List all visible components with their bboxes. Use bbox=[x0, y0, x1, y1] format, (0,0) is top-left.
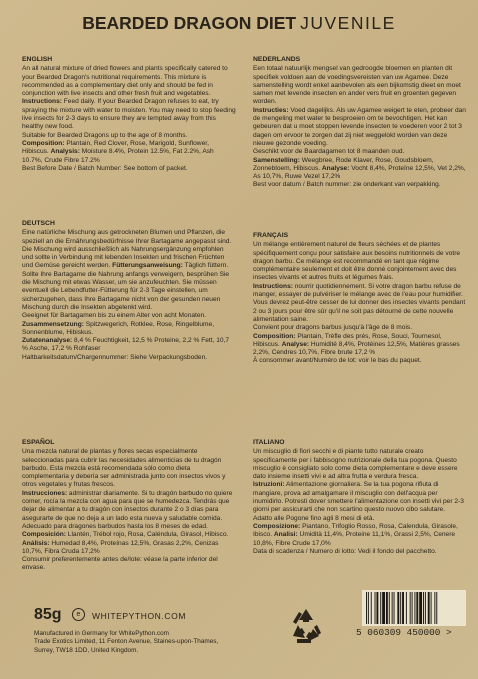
batch-text: À consommer avant/Numéro de lot: voir le bas du paquet. bbox=[253, 357, 422, 365]
suitable-text: Convient pour dragons barbus jusqu'à l'âge de 8 mois. bbox=[253, 324, 413, 332]
analysis-text: Humedad 8,4%, Proteínas 12,5%, Grasas 2,2%, Cenizas 10,7%, Fibra Cruda 17,2% bbox=[22, 539, 219, 555]
instructions-text: nourrir quotidiennement. Si votre dragon barbu refuse de manger, essayer de pulvériser le mélange avec de l'eau pour humidifier. Vous devrez peut-être cesser de lui donner des insectes vivants pendant 2 ou 3 jours pour être sûr qu'il ne soit pas détourné de cette nouvelle alimentation saine. bbox=[253, 282, 466, 323]
instructions-label: Instructions: bbox=[22, 98, 62, 106]
instructions-label: Instrucciones: bbox=[22, 489, 68, 497]
suitable-text: Adecuado para dragones barbudos hasta los 8 meses de edad. bbox=[22, 522, 208, 530]
suitable-text: Geschikt voor de Baardagamen tot 8 maanden oud. bbox=[253, 148, 405, 156]
title-light: JUVENILE bbox=[300, 13, 396, 33]
analysis-text: Umidità 11,4%, Proteine 11,1%, Grassi 2,5%, Cenere 10,8%, Fibre Crude 17,0% bbox=[253, 531, 456, 547]
instructions-label: Fütterungsanweisung: bbox=[112, 262, 183, 270]
section-espanol bbox=[22, 439, 236, 573]
section-heading: DEUTSCH bbox=[22, 220, 55, 227]
recycle-icon bbox=[286, 606, 326, 646]
composition-text: Weegbree, Rode Klaver, Rose, Goudsbloem, Zonnebloem, Hibiscus. bbox=[253, 156, 434, 172]
composition-label: Zusammensetzung: bbox=[22, 320, 84, 328]
section-italiano bbox=[253, 439, 467, 556]
composition-label: Composición: bbox=[22, 531, 66, 539]
instructions-label: Instructions: bbox=[253, 282, 293, 290]
analysis-text: Humidité 8,4%, Protéines 12,5%, Matières grasses 2,2%, Cendres 10,7%, Fibre brute 17,2 % bbox=[253, 340, 460, 357]
analysis-text: Moisture 8.4%, Protein 12.5%, Fat 2.2%, Ash 10.7%, Crude Fibre 17.2% bbox=[22, 148, 214, 164]
analysis-label: Analyse: bbox=[281, 340, 310, 348]
analysis-text: 8,4 % Feuchtigkeit, 12,5 % Proteine, 2,2 % Fett, 10,7 % Asche, 17,2 % Rohfaser bbox=[22, 337, 230, 353]
section-heading: FRANÇAIS bbox=[253, 232, 289, 239]
section-heading: ESPAÑOL bbox=[22, 439, 55, 446]
suitable-text: Geeignet für Bartagamen bis zu einem Alter von acht Monaten. bbox=[22, 312, 206, 320]
instructions-label: Instructies: bbox=[253, 106, 289, 114]
instructions-text: Voed dagelijks. Als uw Agamee weigert te eten, probeer dan de mengeling met water te besproeien om te bevochtigen. Het kan gebeuren dat u moet stoppen levende insecten te voederen voor 2 tot 3 dagen om ervoor te zorgen dat zij niet weggelokt worden van deze nieuwe gezonde voeding. bbox=[253, 106, 466, 147]
batch-text: Data di scadenza / Numero di lotto: Vedi il fondo del pacchetto. bbox=[253, 547, 437, 555]
analysis-text: Vocht 8,4%, Proteïne 12,5%, Vet 2,2%, As 10,7%, Ruwe Vezel 17,2% bbox=[253, 164, 466, 181]
section-english bbox=[22, 56, 236, 173]
section-intro: An all natural mixture of dried flowers and plants specifically catered to your Bearded Dragon's nutritional requirements. This mixture is recommended as a complementary diet only and should be fed in conjunction with live insects and other fresh fruit and vegetables. bbox=[22, 65, 228, 98]
section-deutsch bbox=[22, 220, 236, 362]
net-weight: 85g bbox=[34, 606, 62, 623]
composition-label: Samenstelling: bbox=[253, 156, 300, 164]
section-heading: NEDERLANDS bbox=[253, 56, 301, 63]
composition-label: Composizione: bbox=[253, 522, 301, 530]
instructions-text: administrar diariamente. Si tu dragón barbudo no quiere comer, rocía la mezcla con agua para que se humedezca. Tendrás que dejar de alimentar a tu dragón con insectos durante 2 o 3 días para asegurarte de que no deja a un lado esta nueva y saludable comida. bbox=[22, 489, 233, 522]
batch-text: Best voor datum / Batch nummer: zie onderkant van verpakking. bbox=[253, 181, 441, 189]
manufacturer-line: Surrey, TW18 1DD, United Kingdom. bbox=[34, 646, 139, 654]
barcode-number: 5 060309 450000 > bbox=[356, 627, 452, 638]
section-intro: Un mélange entièrement naturel de fleurs séchées et de plantes spécifiquement conçu pour satisfaire aux besoins nutritionnels de votre dragon barbu. Ce mélange est recommandé en tant que régime complémentaire seulement et doit être donné conjointement avec des insectes vivants et autres fruits et légumes frais. bbox=[253, 241, 461, 282]
website-link[interactable]: WHITEPYTHON.COM bbox=[92, 611, 186, 621]
batch-text: Best Before Date / Batch Number: See bottom of packet. bbox=[22, 164, 188, 172]
composition-label: Composition: bbox=[253, 332, 296, 340]
suitable-text: Adatto alle Pogone fino agli 8 mesi di età. bbox=[253, 514, 375, 522]
composition-label: Composition: bbox=[22, 139, 65, 147]
instructions-label: Istruzioni: bbox=[253, 481, 285, 489]
instructions-text: Alimentazione giornaliera. Se la tua pogona rifiuta di mangiare, prova ad amalgamare il miscuglio con dell'acqua per inumidirlo. Potresti dover smettere l'alimentazione con insetti vivi per 2-3 giorni per assicurarti che non scartino questo nuovo cibo salutare. bbox=[253, 481, 464, 514]
composition-text: Plantain, Trèfle des prés, Rose, Souci, Tournesol, Hibiscus. bbox=[253, 332, 442, 348]
product-title bbox=[14, 12, 464, 34]
section-heading: ITALIANO bbox=[253, 439, 285, 446]
composition-text: Plantain, Red Clover, Rose, Marigold, Sunflower, Hibiscus. bbox=[22, 139, 209, 156]
composition-text: Llantén, Trébol rojo, Rosa, Caléndula, Girasol, Hibisco. bbox=[65, 531, 229, 539]
manufacturer-line: Trade Exotics Limited, 11 Fenton Avenue, Staines-upon-Thames, bbox=[34, 638, 219, 646]
suitable-text: Suitable for Bearded Dragons up to the age of 8 months. bbox=[22, 131, 188, 139]
composition-text: Spitzwegerich, Rotklee, Rose, Ringelblume, Sonnenblume, Hibiskus. bbox=[22, 320, 215, 336]
section-intro: Una mezcla natural de plantas y flores secas especialmente seleccionadas para cubrir las necesidades alimenticias de tu dragón barbudo. Esta mezcla está recomendada sólo como dieta complementaria y debería ser administrada junto con insectos vivos y otros vegetales y frutas frescos. bbox=[22, 448, 226, 489]
barcode-icon bbox=[362, 590, 466, 626]
instructions-text: Feed daily. If your Bearded Dragon refuses to eat, try spraying the mixture with water to moisten. You may need to stop feeding live insects for 2-3 days to ensure they are tempted away from this healthy new food. bbox=[22, 98, 236, 131]
section-nederlands bbox=[253, 56, 467, 190]
manufacturer-line: Manufactured in Germany for WhitePython.com bbox=[34, 630, 169, 637]
analysis-label: Zutatenanalyse: bbox=[22, 337, 73, 345]
analysis-label: Analysis: bbox=[50, 148, 80, 156]
section-heading: ENGLISH bbox=[22, 56, 53, 63]
instructions-text: Täglich füttern. Sollte Ihre Bartagame die Nahrung anfangs verweigern, besprühen Sie die Mischung mit etwas Wasser, um sie anzufeuchten. Sie müssen eventuell die Lebendfutter-Fütterung für 2-3 Tage einstellen, um sicherzugehen, dass Ihre Bartagame nicht von der gesunden neuen Mischung durch die Insekten abgelenkt wird. bbox=[22, 262, 230, 311]
title-bold: BEARDED DRAGON DIET bbox=[82, 13, 297, 33]
section-intro: Un miscuglio di fiori secchi e di piante tutto naturale creato specificamente per i fabbisogno nutrizionale della tua pogona. Questo miscuglio è consigliato solo come dieta complementare e deve essere dato insieme insetti vivi e ad altra frutta e verdura fresca. bbox=[253, 448, 458, 481]
batch-text: Consumir preferentemente antes de/lote: véase la parte inferior del envase. bbox=[22, 556, 218, 572]
analysis-label: Analisi: bbox=[273, 531, 298, 539]
estimated-sign-icon: e bbox=[72, 608, 85, 621]
manufacturer-info bbox=[34, 630, 254, 655]
analysis-label: Analyse: bbox=[321, 164, 350, 172]
section-intro: Eine natürliche Mischung aus getrockneten Blumen und Pflanzen, die speziell an die Ernährungsbedürfnisse Ihrer Bartagame angepasst sind. Die Mischung wird ausschließlich als Nahrungsergänzung empfohlen und sollte in Verbindung mit lebenden Insekten und frischen Früchten und Gemüse gereicht werden. bbox=[22, 229, 232, 270]
section-intro: Een totaal natuurlijk mengsel van gedroogde bloemen en planten dit specifiek voldoen aan de voedingsvereisten van uw Agamee. Deze samenstelling wordt enkel aanbevolen als een bijkomstig dieet en moet samen met levende insecten en ander vers fruit en groenten gegeven worden. bbox=[253, 65, 461, 106]
batch-text: Haltbarkeitsdatum/Chargennummer: Siehe Verpackungsboden. bbox=[22, 353, 208, 361]
composition-text: Piantano, Trifoglio Rosso, Rosa, Calendula, Girasole, Ibisco. bbox=[253, 522, 458, 539]
analysis-label: Análisis: bbox=[22, 539, 50, 547]
section-francais bbox=[253, 232, 467, 366]
